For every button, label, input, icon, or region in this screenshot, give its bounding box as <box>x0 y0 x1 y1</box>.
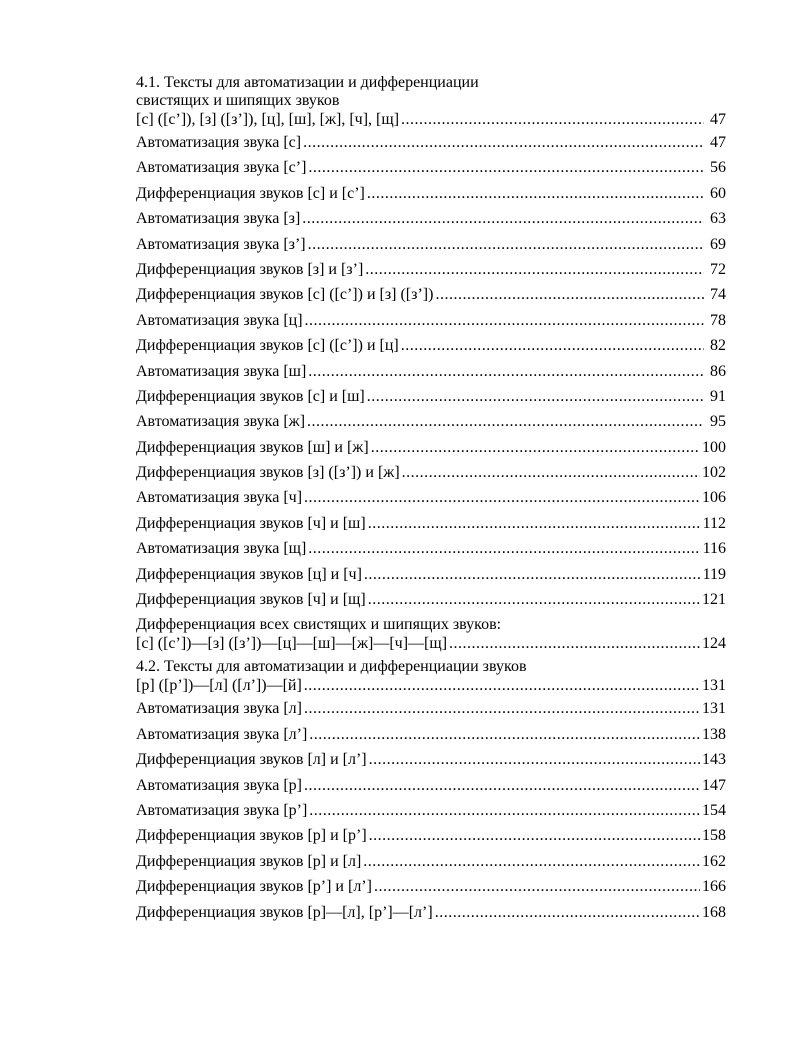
dot-leader <box>401 110 704 130</box>
dot-leader <box>435 900 700 925</box>
toc-entry-page: 143 <box>702 751 726 769</box>
toc-entry-label: Автоматизация звука [ш] <box>136 362 307 380</box>
toc-entry[interactable] <box>136 333 726 358</box>
dot-leader <box>363 849 700 874</box>
toc-entry[interactable] <box>136 485 726 510</box>
toc-entry-label: Дифференциация звуков [ч] и [ш] <box>136 514 366 532</box>
toc-entry-label: Автоматизация звука [ц] <box>136 311 303 329</box>
toc-entry-label: Дифференциация звуков [р]—[л], [р’]—[л’] <box>136 903 433 921</box>
toc-entry-page: 112 <box>702 514 726 532</box>
section-4-2 <box>136 658 726 925</box>
toc-entry-page: 82 <box>710 337 726 355</box>
toc-entry-page: 91 <box>710 387 726 405</box>
toc-entry-page: 158 <box>702 827 726 845</box>
toc-entry[interactable] <box>136 155 726 180</box>
dot-leader <box>308 359 704 384</box>
dot-leader <box>303 130 704 155</box>
dot-leader <box>305 308 704 333</box>
toc-entry-label: Дифференциация звуков [л] и [л’] <box>136 751 367 769</box>
dot-leader <box>307 409 704 434</box>
toc-entry-page: 47 <box>710 134 726 151</box>
toc-entry[interactable] <box>136 232 726 257</box>
dot-leader <box>367 384 704 409</box>
toc-entry[interactable] <box>136 849 726 874</box>
toc-entry[interactable] <box>136 536 726 561</box>
toc-entry-label: Дифференциация звуков [р] и [л] <box>136 852 362 870</box>
toc-entry-label: Автоматизация звука [ж] <box>136 413 306 431</box>
toc-entry-page: 121 <box>702 591 726 609</box>
toc-entry-page: 100 <box>702 438 726 456</box>
dot-leader <box>304 676 700 696</box>
toc-entry-page: 74 <box>710 286 726 304</box>
toc-entry-label: Дифференциация звуков [ш] и [ж] <box>136 438 369 456</box>
toc-entry-page: 95 <box>710 413 726 431</box>
toc-entry[interactable] <box>136 257 726 282</box>
toc-entry-page: 56 <box>710 159 726 177</box>
dot-leader <box>304 485 700 510</box>
toc-entry[interactable] <box>136 359 726 384</box>
toc-entry-page: 106 <box>702 489 726 507</box>
toc-entry-label: Автоматизация звука [с’] <box>136 159 307 177</box>
table-of-contents <box>136 74 726 925</box>
toc-entry-page: 138 <box>702 725 726 743</box>
toc-entry[interactable] <box>136 384 726 409</box>
toc-entry-page: 168 <box>702 903 726 921</box>
section-heading-line: 4.1. Тексты для автоматизации и дифференциации <box>136 74 479 91</box>
toc-entry-page: 131 <box>702 677 726 695</box>
dot-leader <box>309 722 700 747</box>
toc-entry-page: 86 <box>710 362 726 380</box>
toc-entry[interactable] <box>136 747 726 772</box>
dot-leader <box>304 773 700 798</box>
toc-entry-page: 131 <box>702 700 726 718</box>
toc-entry-label: Автоматизация звука [с] <box>136 134 302 151</box>
toc-entry[interactable] <box>136 634 726 654</box>
toc-entry[interactable] <box>136 696 726 721</box>
toc-entry-label: Автоматизация звука [л’] <box>136 725 308 743</box>
toc-entry-label: Автоматизация звука [з] <box>136 210 301 228</box>
section-4-1 <box>136 74 726 654</box>
toc-entry-page: 47 <box>710 111 726 128</box>
toc-entry-page: 166 <box>702 878 726 896</box>
toc-entry[interactable] <box>136 722 726 747</box>
toc-entry[interactable] <box>136 409 726 434</box>
toc-entry-label: Дифференциация звуков [р] и [р’] <box>136 827 367 845</box>
toc-entry[interactable] <box>136 282 726 307</box>
dot-leader <box>304 696 700 721</box>
toc-entry-label: Дифференциация звуков [с] и [ш] <box>136 387 365 405</box>
dot-leader <box>401 333 704 358</box>
toc-entry-label: [с] ([с’])—[з] ([з’])—[ц]—[ш]—[ж]—[ч]—[щ] <box>136 635 448 653</box>
sub-block-heading: Дифференциация всех свистящих и шипящих звуков: <box>136 616 502 634</box>
toc-entry-label: Автоматизация звука [з’] <box>136 235 306 253</box>
dot-leader <box>374 874 700 899</box>
dot-leader <box>368 511 701 536</box>
toc-entry-page: 78 <box>710 311 726 329</box>
dot-leader <box>402 460 700 485</box>
toc-entry-label: Автоматизация звука [р] <box>136 776 302 794</box>
dot-leader <box>309 798 700 823</box>
toc-entry[interactable] <box>136 308 726 333</box>
dot-leader <box>449 634 700 654</box>
toc-entry-page: 63 <box>710 210 726 228</box>
toc-entry-label: Автоматизация звука [р’] <box>136 801 308 819</box>
dot-leader <box>302 206 704 231</box>
toc-entry-label: Дифференциация звуков [с] ([с’]) и [ц] <box>136 337 399 355</box>
toc-entry[interactable] <box>136 460 726 485</box>
toc-entry-label: Автоматизация звука [щ] <box>136 540 307 558</box>
toc-entry-page: 102 <box>702 464 726 482</box>
toc-entry-label: [р] ([р’])—[л] ([л’])—[й] <box>136 677 302 695</box>
toc-entry-label: Дифференциация звуков [ч] и [щ] <box>136 591 366 609</box>
toc-entry[interactable] <box>136 206 726 231</box>
toc-entry-label: Автоматизация звука [л] <box>136 700 302 718</box>
dot-leader <box>369 747 700 772</box>
toc-entry[interactable] <box>136 587 726 612</box>
toc-entry-label: Дифференциация звуков [ц] и [ч] <box>136 565 362 583</box>
toc-entry[interactable] <box>136 798 726 823</box>
dot-leader <box>435 282 704 307</box>
toc-entry-page: 154 <box>702 801 726 819</box>
toc-entry-label: Дифференциация звуков [с] ([с’]) и [з] ([з’]) <box>136 286 434 304</box>
toc-entry-page: 60 <box>710 184 726 202</box>
toc-entry-page: 69 <box>710 235 726 253</box>
toc-entry[interactable] <box>136 562 726 587</box>
toc-entry[interactable] <box>136 874 726 899</box>
toc-entry[interactable] <box>136 511 726 536</box>
toc-entry-page: 72 <box>710 260 726 278</box>
toc-entry-page: 116 <box>702 540 726 558</box>
toc-entry[interactable] <box>136 823 726 848</box>
toc-entry-label: Дифференциация звуков [з] и [з’] <box>136 260 364 278</box>
toc-entry[interactable] <box>136 900 726 925</box>
section-heading-line: свистящих и шипящих звуков <box>136 92 340 109</box>
toc-entry[interactable] <box>136 773 726 798</box>
toc-entry[interactable] <box>136 130 726 155</box>
toc-entry-page: 147 <box>702 776 726 794</box>
dot-leader <box>308 232 704 257</box>
dot-leader <box>365 257 704 282</box>
dot-leader <box>368 587 700 612</box>
dot-leader <box>308 536 700 561</box>
toc-entry-label: Дифференциация звуков [р’] и [л’] <box>136 878 372 896</box>
toc-entry[interactable] <box>136 676 726 696</box>
toc-entry-label: Дифференциация звуков [с] и [с’] <box>136 184 365 202</box>
toc-entry-page: 124 <box>702 635 726 653</box>
toc-entry[interactable] <box>136 435 726 460</box>
toc-entry-label: Дифференциация звуков [з] ([з’]) и [ж] <box>136 464 400 482</box>
dot-leader <box>369 823 700 848</box>
toc-entry-page: 119 <box>702 565 726 583</box>
toc-entry-label: [с] ([с’]), [з] ([з’]), [ц], [ш], [ж], [ч], [щ] <box>136 111 400 128</box>
dot-leader <box>364 562 701 587</box>
section-heading-line: 4.2. Тексты для автоматизации и дифференциации звуков <box>136 658 527 676</box>
toc-entry-page: 162 <box>702 852 726 870</box>
toc-entry[interactable] <box>136 110 726 130</box>
dot-leader <box>367 181 704 206</box>
dot-leader <box>308 155 704 180</box>
toc-entry[interactable] <box>136 181 726 206</box>
dot-leader <box>371 435 700 460</box>
toc-entry-label: Автоматизация звука [ч] <box>136 489 303 507</box>
